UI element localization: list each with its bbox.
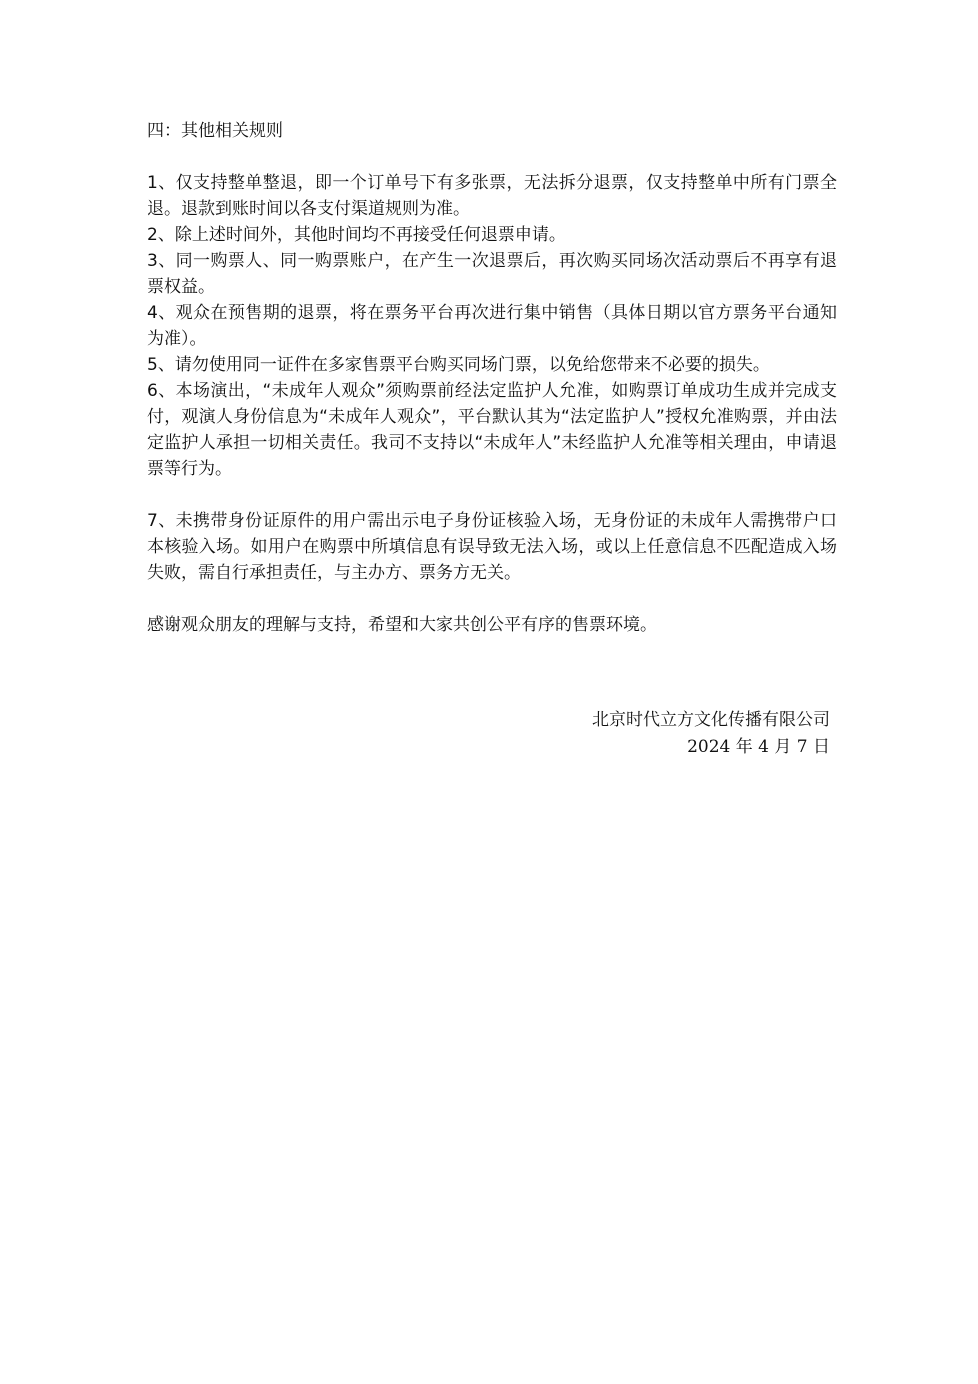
rule-item-4: 4、观众在预售期的退票，将在票务平台再次进行集中销售（具体日期以官方票务平台通知为准）。 <box>147 303 837 349</box>
rule-list <box>147 170 837 586</box>
rule-item-7: 7、未携带身份证原件的用户需出示电子身份证核验入场，无身份证的未成年人需携带户口本核验入场。如用户在购票中所填信息有误导致无法入场，或以上任意信息不匹配造成入场失败，需自行承担责任，与主办方、票务方无关。 <box>147 511 837 583</box>
rule-item-1: 1、仅支持整单整退，即一个订单号下有多张票，无法拆分退票，仅支持整单中所有门票全退。退款到账时间以各支付渠道规则为准。 <box>147 173 837 219</box>
signature-date: 2024 年 4 月 7 日 <box>687 737 830 757</box>
rule-item-3: 3、同一购票人、同一购票账户，在产生一次退票后，再次购买同场次活动票后不再享有退票权益。 <box>147 251 837 297</box>
section-title: 四：其他相关规则 <box>147 121 283 141</box>
document-body <box>147 118 837 638</box>
thanks-note: 感谢观众朋友的理解与支持，希望和大家共创公平有序的售票环境。 <box>147 615 657 635</box>
rule-item-2: 2、除上述时间外，其他时间均不再接受任何退票申请。 <box>147 225 566 245</box>
signature-block <box>592 707 830 761</box>
rule-item-5: 5、请勿使用同一证件在多家售票平台购买同场门票，以免给您带来不必要的损失。 <box>147 355 770 375</box>
rule-item-6: 6、本场演出，“未成年人观众”须购票前经法定监护人允准，如购票订单成功生成并完成支付，观演人身份信息为“未成年人观众”，平台默认其为“法定监护人”授权允准购票，并由法定监护人承担一切相关责任。我司不支持以“未成年人”未经监护人允准等相关理由，申请退票等行为。 <box>147 381 837 479</box>
signature-company: 北京时代立方文化传播有限公司 <box>592 710 830 730</box>
